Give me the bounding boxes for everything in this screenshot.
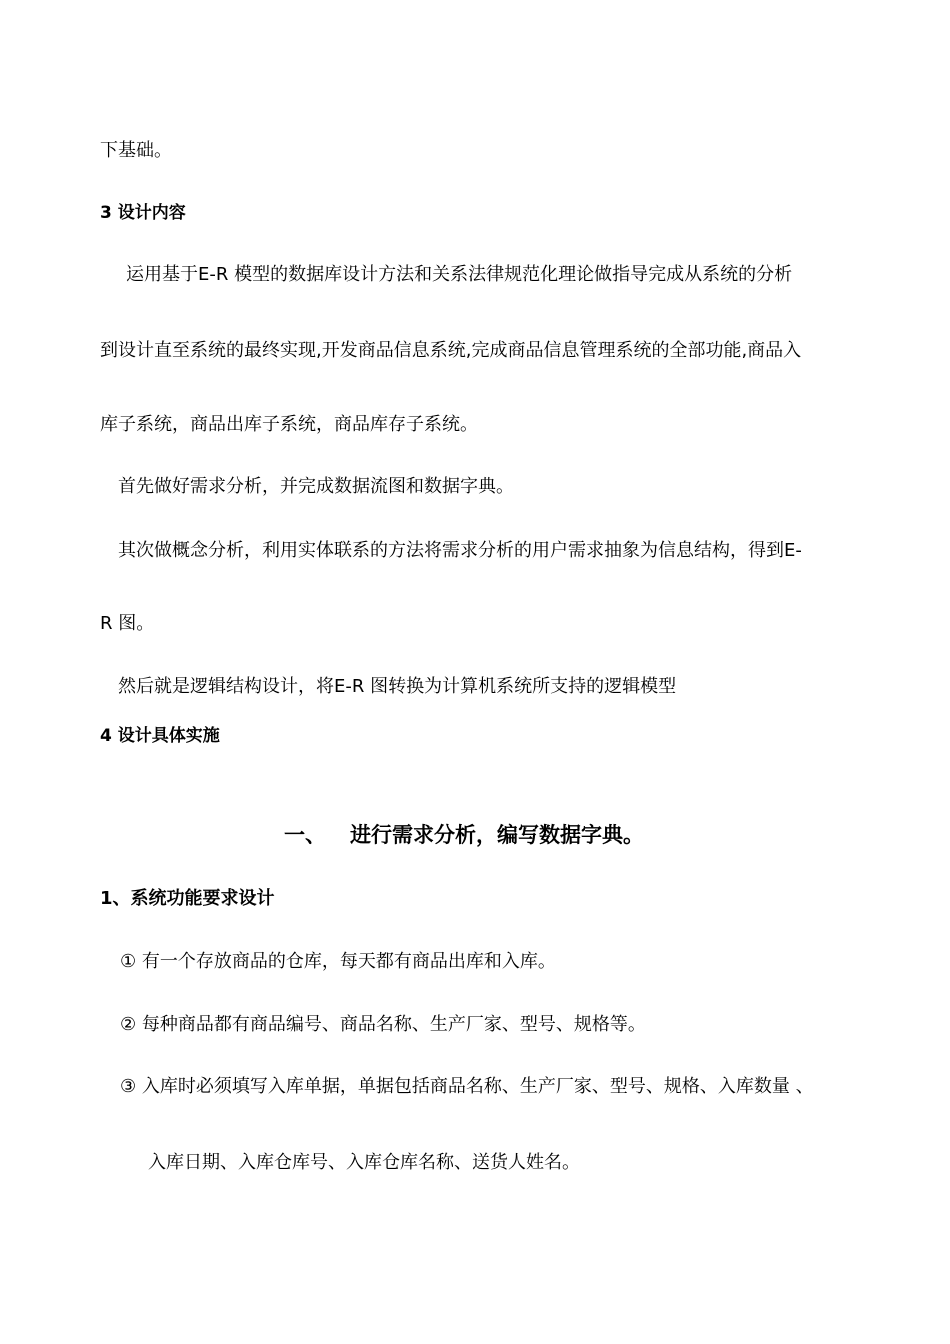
requirement-item-2: ② 每种商品都有商品编号、商品名称、生产厂家、型号、规格等。 [120,1014,646,1035]
part-1-number: 一、 [284,823,326,847]
section-3-para4: 然后就是逻辑结构设计，将E-R 图转换为计算机系统所支持的逻辑模型 [118,676,677,697]
fragment-text: 下基础。 [100,140,172,161]
section-3-para1-line2: 到设计直至系统的最终实现,开发商品信息系统,完成商品信息管理系统的全部功能,商品入 [100,340,802,361]
section-4-heading: 4 设计具体实施 [100,726,220,746]
section-3-para3-line1: 其次做概念分析，利用实体联系的方法将需求分析的用户需求抽象为信息结构，得到E- [118,540,802,561]
section-3-para3-line2: R 图。 [100,613,155,634]
requirement-item-1: ① 有一个存放商品的仓库，每天都有商品出库和入库。 [120,951,556,972]
requirement-item-3-continued: 入库日期、入库仓库号、入库仓库名称、送货人姓名。 [148,1152,580,1173]
section-3-para1-line1: 运用基于E-R 模型的数据库设计方法和关系法律规范化理论做指导完成从系统的分析 [126,264,793,285]
requirement-item-3: ③ 入库时必须填写入库单据，单据包括商品名称、生产厂家、型号、规格、入库数量 、 [120,1076,814,1097]
section-3-para2: 首先做好需求分析，并完成数据流图和数据字典。 [118,476,514,497]
part-1-title: 进行需求分析，编写数据字典。 [350,823,644,847]
section-3-para1-line3: 库子系统，商品出库子系统，商品库存子系统。 [100,414,478,435]
section-3-heading: 3 设计内容 [100,203,186,223]
subsection-1-heading: 1、系统功能要求设计 [100,888,275,909]
